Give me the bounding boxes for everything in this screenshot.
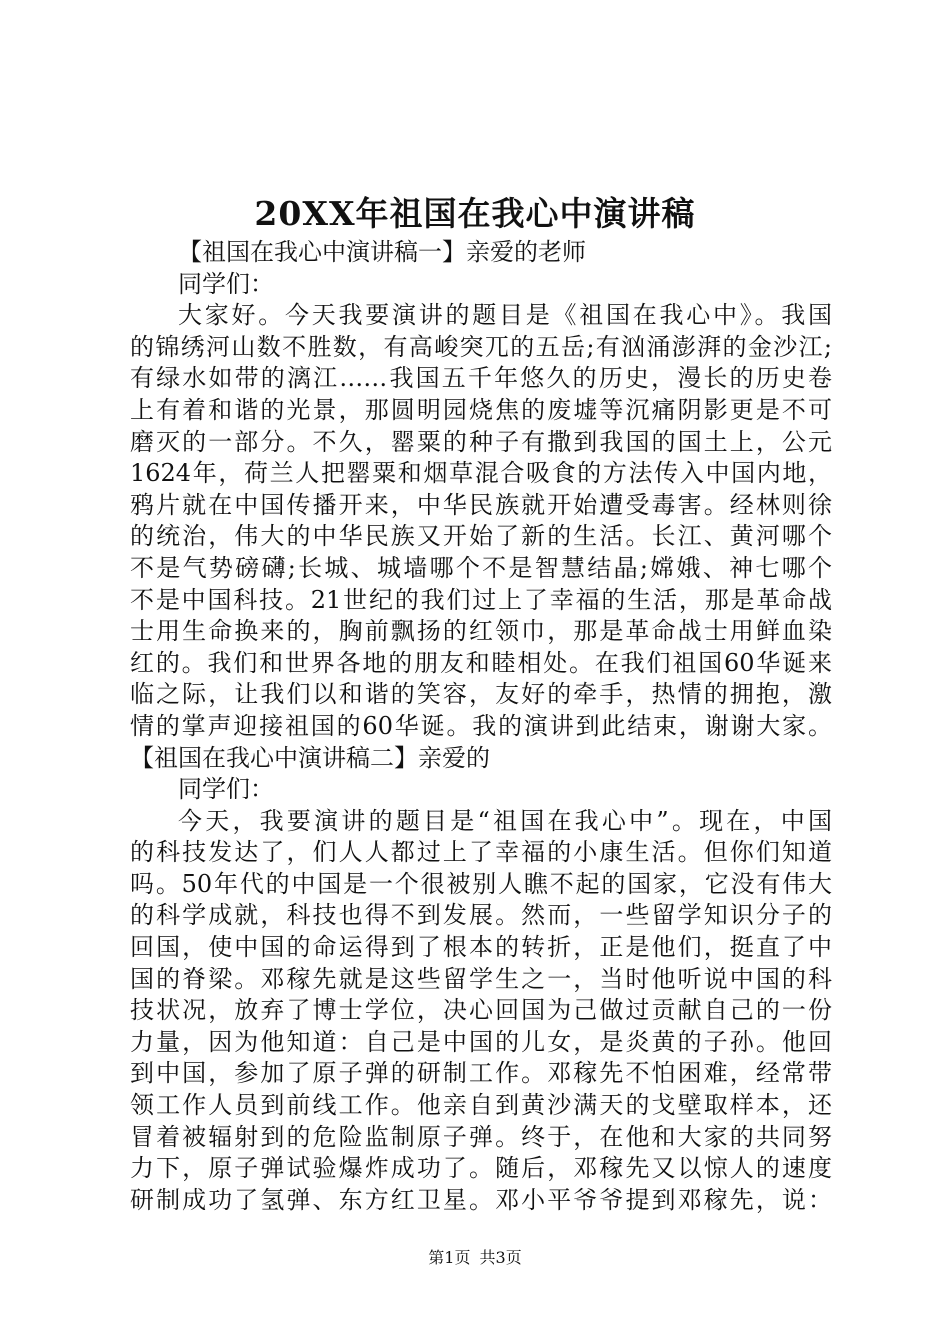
paragraph-line: 的科学成就，科技也得不到发展。然而，一些留学知识分子的 (130, 901, 832, 930)
document-title: 20XX年祖国在我心中演讲稿 (254, 194, 696, 233)
paragraph-line: 的科技发达了，们人人都过上了幸福的小康生活。但你们知道 (130, 838, 832, 867)
paragraph-line: 有绿水如带的漓江……我国五千年悠久的历史，漫长的历史卷 (130, 364, 832, 393)
paragraph-line: 大家好。今天我要演讲的题目是《祖国在我心中》。我国 (178, 301, 832, 330)
paragraph-line: 上有着和谐的光景，那圆明园烧焦的废墟等沉痛阴影更是不可 (130, 395, 832, 424)
document-body (130, 237, 832, 1216)
paragraph-line: 的锦绣河山数不胜数，有高峻突兀的五岳;有汹涌澎湃的金沙江; (130, 332, 832, 361)
paragraph-line: 力量，因为他知道：自己是中国的儿女，是炎黄的子孙。他回 (130, 1027, 832, 1056)
paragraph-line: 1624年，荷兰人把罂粟和烟草混合吸食的方法传入中国内地， (130, 459, 832, 488)
paragraph-line: 情的掌声迎接祖国的60华诞。我的演讲到此结束，谢谢大家。 (130, 711, 832, 740)
salutation-line: 同学们： (178, 775, 274, 804)
speech-two-heading: 【祖国在我心中演讲稿二】亲爱的 (130, 743, 490, 772)
paragraph-line: 力下，原子弹试验爆炸成功了。随后，邓稼先又以惊人的速度 (130, 1154, 832, 1183)
paragraph-line: 红的。我们和世界各地的朋友和睦相处。在我们祖国60华诞来 (130, 648, 832, 677)
paragraph-line: 国的脊梁。邓稼先就是这些留学生之一，当时他听说中国的科 (130, 964, 832, 993)
paragraph-line: 领工作人员到前线工作。他亲自到黄沙满天的戈壁取样本，还 (130, 1091, 832, 1120)
page-footer (0, 1245, 950, 1268)
paragraph-line: 不是气势磅礴;长城、城墙哪个不是智慧结晶;嫦娥、神七哪个 (130, 553, 832, 582)
page-number: 第1页 (428, 1248, 471, 1267)
paragraph-line: 鸦片就在中国传播开来，中华民族就开始遭受毒害。经林则徐 (130, 490, 832, 519)
paragraph-line: 临之际，让我们以和谐的笑容，友好的牵手，热情的拥抱，激 (130, 680, 832, 709)
speech-one-heading: 【祖国在我心中演讲稿一】亲爱的老师 (178, 238, 586, 266)
paragraph-line: 今天，我要演讲的题目是“祖国在我心中”。现在，中国 (178, 806, 832, 835)
paragraph-line: 回国，使中国的命运得到了根本的转折，正是他们，挺直了中 (130, 933, 832, 962)
paragraph-line: 士用生命换来的，胸前飘扬的红领巾，那是革命战士用鲜血染 (130, 617, 832, 646)
paragraph-line: 吗。50年代的中国是一个很被别人瞧不起的国家，它没有伟大 (130, 869, 832, 898)
paragraph-line: 的统治，伟大的中华民族又开始了新的生活。长江、黄河哪个 (130, 522, 832, 551)
salutation-line: 同学们： (178, 269, 274, 298)
paragraph-line: 冒着被辐射到的危险监制原子弹。终于，在他和大家的共同努 (130, 1122, 832, 1151)
paragraph-line: 到中国，参加了原子弹的研制工作。邓稼先不怕困难，经常带 (130, 1059, 832, 1088)
paragraph-line: 磨灭的一部分。不久，罂粟的种子有撒到我国的国土上，公元 (130, 427, 832, 456)
paragraph-line: 不是中国科技。21世纪的我们过上了幸福的生活，那是革命战 (130, 585, 832, 614)
paragraph-line: 研制成功了氢弹、东方红卫星。邓小平爷爷提到邓稼先，说： (130, 1185, 832, 1214)
page-total: 共3页 (479, 1248, 522, 1267)
paragraph-line: 技状况，放弃了博士学位，决心回国为己做过贡献自己的一份 (130, 996, 832, 1025)
